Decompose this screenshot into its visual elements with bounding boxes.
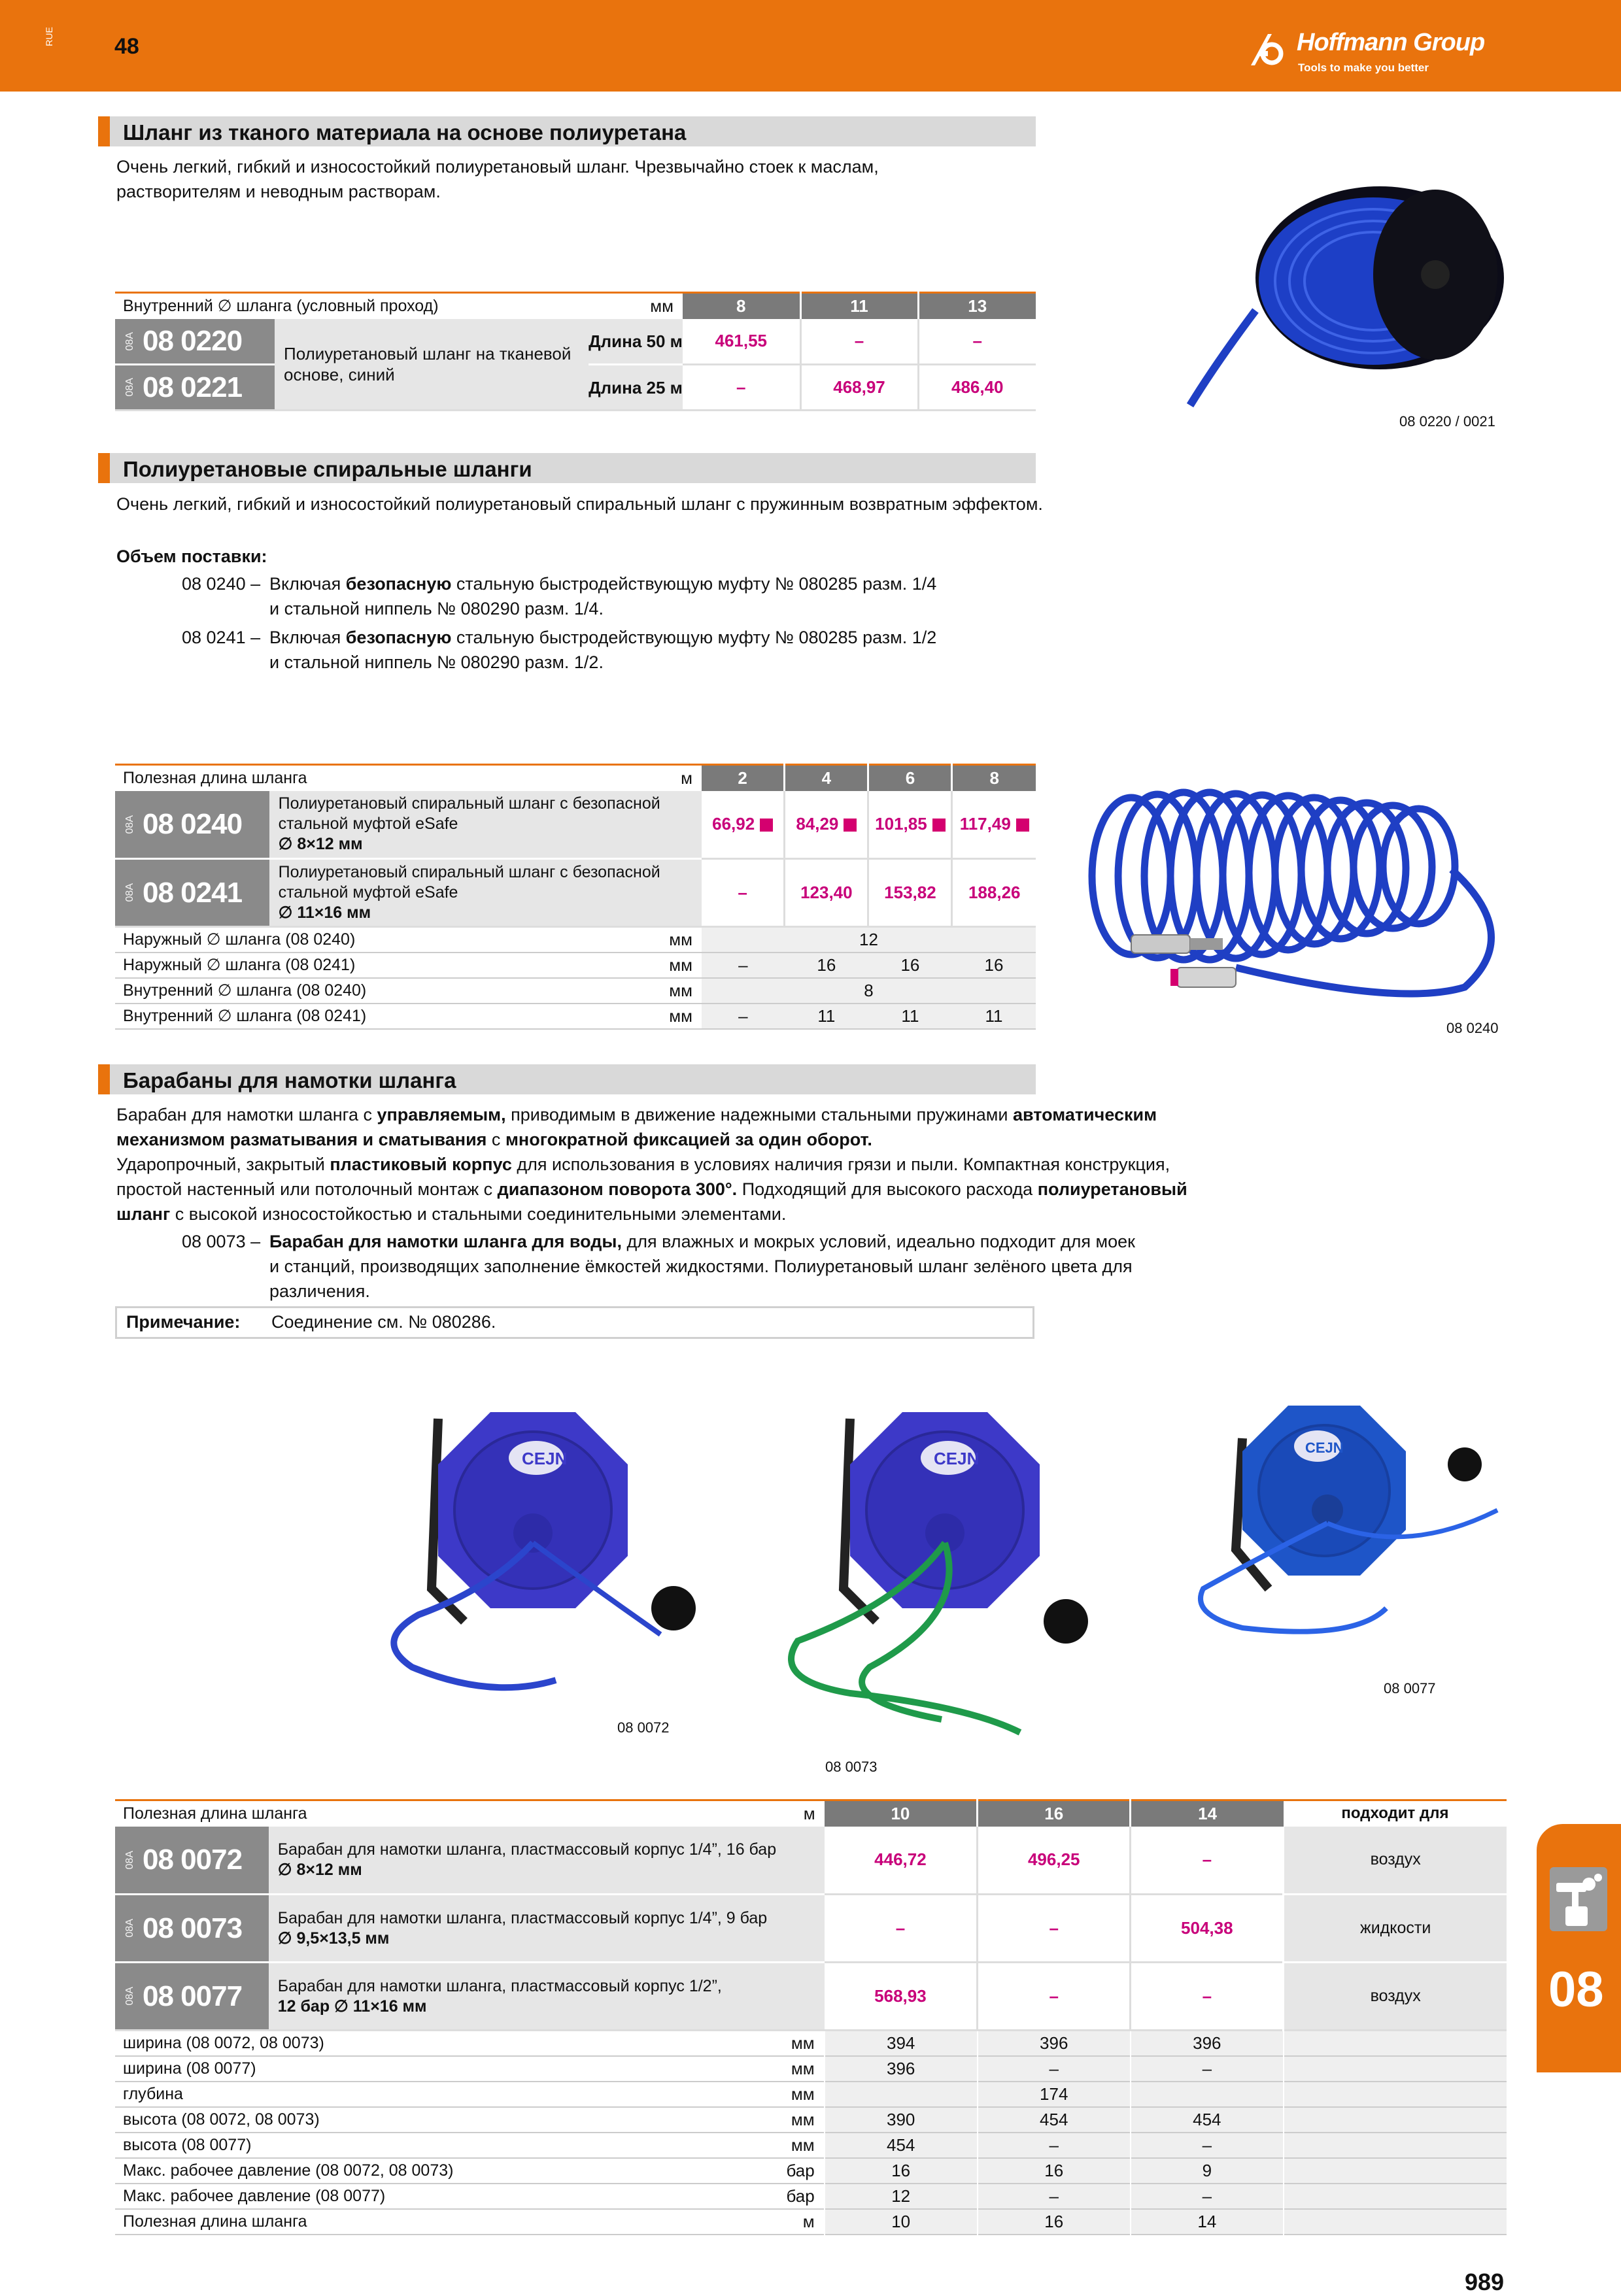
article-number: 08A 08 0073 xyxy=(115,1895,269,1963)
table-row xyxy=(115,791,1036,859)
article-number: 08A 08 0072 xyxy=(115,1827,269,1895)
spec-row: ширина (08 0072, 08 0073) мм 394 396 396 xyxy=(115,2031,1507,2056)
price-cell: – xyxy=(978,1895,1131,1963)
section-heading xyxy=(98,453,1036,483)
figure-caption: 08 0077 xyxy=(1384,1680,1436,1697)
section-description: Очень легкий, гибкий и износостойкий полиуретановый шланг. Чрезвычайно стоек к маслам, растворителям и неводным растворам. xyxy=(116,157,879,201)
table-header-unit: м xyxy=(681,768,692,788)
table-row xyxy=(115,1963,1507,2031)
price-cell: – xyxy=(1131,1827,1284,1895)
column-header: 6 xyxy=(868,765,952,791)
table-row xyxy=(115,1827,1507,1895)
scope-item-code: 08 0240 – xyxy=(182,574,261,594)
section-heading xyxy=(98,1064,1036,1094)
scope-item-text: и стальной ниппель № 080290 разм. 1/2. xyxy=(269,652,604,672)
hose-reel-image-green xyxy=(772,1393,1112,1759)
spec-row: Наружный ∅ шланга (08 0240) мм 12 xyxy=(115,927,1036,953)
column-header-fit: подходит для xyxy=(1341,1804,1449,1823)
chapter-tab xyxy=(1537,1824,1621,2072)
product-description: Барабан для намотки шланга, пластмассовый корпус 1/2”, 12 бар ∅ 11×16 мм xyxy=(269,1963,825,2031)
figure-caption: 08 0072 xyxy=(617,1719,670,1736)
price-cell: – xyxy=(1131,1963,1284,2031)
product-table-spiral-hose xyxy=(115,764,1036,1030)
price-cell: – xyxy=(800,319,918,365)
price-cell: 153,82 xyxy=(868,859,952,927)
price-cell: – xyxy=(738,883,747,902)
figure-caption: 08 0073 xyxy=(825,1759,878,1775)
brand-logo xyxy=(1246,26,1507,78)
svg-text:CEJN: CEJN xyxy=(934,1449,980,1468)
price-cell: 468,97 xyxy=(800,365,918,411)
price-cell: 504,38 xyxy=(1131,1895,1284,1963)
column-header: 4 xyxy=(785,765,868,791)
price-cell: 123,40 xyxy=(785,859,868,927)
spec-row: Макс. рабочее давление (08 0072, 08 0073) бар 16 16 9 xyxy=(115,2158,1507,2184)
table-row xyxy=(115,1895,1507,1963)
price-cell: 568,93 xyxy=(874,1986,927,2006)
section-title: Полиуретановые спиральные шланги xyxy=(123,457,532,481)
price-cell: – xyxy=(736,377,746,397)
section-title: Барабаны для намотки шланга xyxy=(123,1068,456,1092)
spiral-hose-image xyxy=(1072,771,1530,1033)
column-header: 10 xyxy=(825,1800,978,1827)
note-box xyxy=(115,1306,1034,1339)
figure-caption: 08 0240 xyxy=(1446,1020,1499,1036)
svg-text:CEJN: CEJN xyxy=(522,1449,568,1468)
table-header-label: Внутренний ∅ шланга (условный проход) xyxy=(123,297,439,316)
section-description: Барабан для намотки шланга с управляемым, приводимым в движение надежными стальными пружинами автоматическим механизмом разматывания и сматывания с многократной фиксацией за один оборот. Ударопрочный, закрытый пластиковый корпус для использования в условиях наличия грязи и пыли. Компактная конструкция, простой настенный или потолочный монтаж с диапазоном поворота 300°. Подходящий для высокого расхода полиуретановый шланг с высокой износостойкостью и стальными соединительными элементами. xyxy=(116,1105,1187,1224)
section-heading xyxy=(98,116,1036,146)
table-header-unit: мм xyxy=(650,295,674,316)
spec-row: Наружный ∅ шланга (08 0241) мм – 16 16 16 xyxy=(115,953,1036,978)
spec-row: ширина (08 0077) мм 396 – – xyxy=(115,2056,1507,2082)
article-number: 08A 08 0077 xyxy=(115,1963,269,2031)
fit-cell: воздух xyxy=(1284,1963,1507,2031)
product-description: Полиуретановый спиральный шланг с безопасной стальной муфтой eSafe ∅ 11×16 мм xyxy=(269,859,702,927)
hose-spool-image xyxy=(1177,147,1517,422)
scope-item-text: Включая безопасную стальную быстродействующую муфту № 080285 разм. 1/4 xyxy=(269,574,937,594)
hose-reel-image-compact xyxy=(1190,1393,1517,1687)
page-number: 989 xyxy=(1465,2269,1505,2295)
spec-row: высота (08 0077) мм 454 – – xyxy=(115,2133,1507,2158)
column-header: 11 xyxy=(800,293,918,319)
price-cell: 496,25 xyxy=(978,1827,1131,1895)
hose-reel-image-blue xyxy=(360,1393,700,1719)
spec-row: высота (08 0072, 08 0073) мм 390 454 454 xyxy=(115,2107,1507,2133)
product-description: Полиуретановый шланг на тканевой основе, синий xyxy=(275,319,589,411)
brand-logo-icon xyxy=(1246,31,1298,71)
svg-text:CEJN: CEJN xyxy=(1305,1440,1344,1456)
article-number: 08A 08 0241 xyxy=(115,859,269,927)
column-header: 14 xyxy=(1131,1800,1284,1827)
column-header: 16 xyxy=(978,1800,1131,1827)
product-table-woven-hose xyxy=(115,292,1036,411)
price-cell: 446,72 xyxy=(874,1849,927,1870)
product-description: Барабан для намотки шланга, пластмассовый корпус 1/4”, 9 бар ∅ 9,5×13,5 мм xyxy=(269,1895,825,1963)
fit-cell: воздух xyxy=(1284,1827,1507,1895)
hose-length: Длина 25 м xyxy=(589,365,683,411)
price-cell: – xyxy=(978,1963,1131,2031)
brand-name: Hoffmann Group xyxy=(1297,29,1485,56)
spec-row: Макс. рабочее давление (08 0077) бар 12 – – xyxy=(115,2184,1507,2209)
spec-row: Внутренний ∅ шланга (08 0240) мм 8 xyxy=(115,978,1036,1004)
table-header-label: Полезная длина шланга xyxy=(123,1804,307,1823)
scope-item-text: Барабан для намотки шланга для воды, для влажных и мокрых условий, идеально подходит для моек и станций, производящих заполнение ёмкостей жидкостями. Полиуретановый шланг зелёного цвета для различения. xyxy=(269,1232,1135,1301)
column-header: 8 xyxy=(683,293,800,319)
spray-gun-icon xyxy=(1546,1863,1611,1935)
fit-cell: жидкости xyxy=(1284,1895,1507,1963)
column-header: 8 xyxy=(952,765,1036,791)
price-cell: 188,26 xyxy=(952,859,1036,927)
product-table-hose-reels xyxy=(115,1799,1507,2235)
scope-item-text: Включая безопасную стальную быстродействующую муфту № 080285 разм. 1/2 xyxy=(269,628,937,647)
article-number: 08A 08 0240 xyxy=(115,791,269,859)
hose-length: Длина 50 м xyxy=(589,319,683,365)
price-cell: – xyxy=(918,319,1036,365)
spec-row: Внутренний ∅ шланга (08 0241) мм – 11 11 11 xyxy=(115,1004,1036,1029)
section-title: Шланг из тканого материала на основе полиуретана xyxy=(123,120,687,144)
price-cell: 101,85 xyxy=(868,791,952,859)
column-header: 13 xyxy=(918,293,1036,319)
table-row xyxy=(115,859,1036,927)
article-number: 08A 08 0221 xyxy=(115,365,275,411)
figure-caption: 08 0220 / 0021 xyxy=(1399,413,1495,430)
price-cell: 84,29 xyxy=(785,791,868,859)
language-code: RUE xyxy=(43,27,54,46)
table-header-unit: м xyxy=(803,1803,815,1823)
spec-row: глубина мм 174 xyxy=(115,2082,1507,2107)
column-header: 2 xyxy=(702,765,785,791)
price-cell: 66,92 xyxy=(702,791,785,859)
scope-label: Объем поставки: xyxy=(116,547,267,566)
price-cell: – xyxy=(895,1918,906,1938)
section-page-number: 48 xyxy=(114,34,139,59)
article-number: 08A 08 0220 xyxy=(115,319,275,365)
price-cell: 117,49 xyxy=(952,791,1036,859)
scope-item-code: 08 0241 – xyxy=(182,628,261,647)
product-description: Барабан для намотки шланга, пластмассовый корпус 1/4”, 16 бар ∅ 8×12 мм xyxy=(269,1827,825,1895)
chapter-tab-number: 08 xyxy=(1548,1962,1604,2017)
note-label: Примечание: xyxy=(126,1312,241,1332)
note-text: Соединение см. № 080286. xyxy=(271,1312,496,1332)
scope-item-code: 08 0073 – xyxy=(182,1232,261,1251)
brand-tagline: Tools to make you better xyxy=(1298,61,1429,74)
section-description: Очень легкий, гибкий и износостойкий полиуретановый спиральный шланг с пружинным возвратным эффектом. xyxy=(116,494,1043,514)
table-header-label: Полезная длина шланга xyxy=(123,768,307,787)
scope-item-text: и стальной ниппель № 080290 разм. 1/4. xyxy=(269,599,604,618)
price-cell: 461,55 xyxy=(715,331,768,351)
product-description: Полиуретановый спиральный шланг с безопасной стальной муфтой eSafe ∅ 8×12 мм xyxy=(269,791,702,859)
price-cell: 486,40 xyxy=(918,365,1036,411)
spec-row: Полезная длина шланга м 10 16 14 xyxy=(115,2209,1507,2235)
